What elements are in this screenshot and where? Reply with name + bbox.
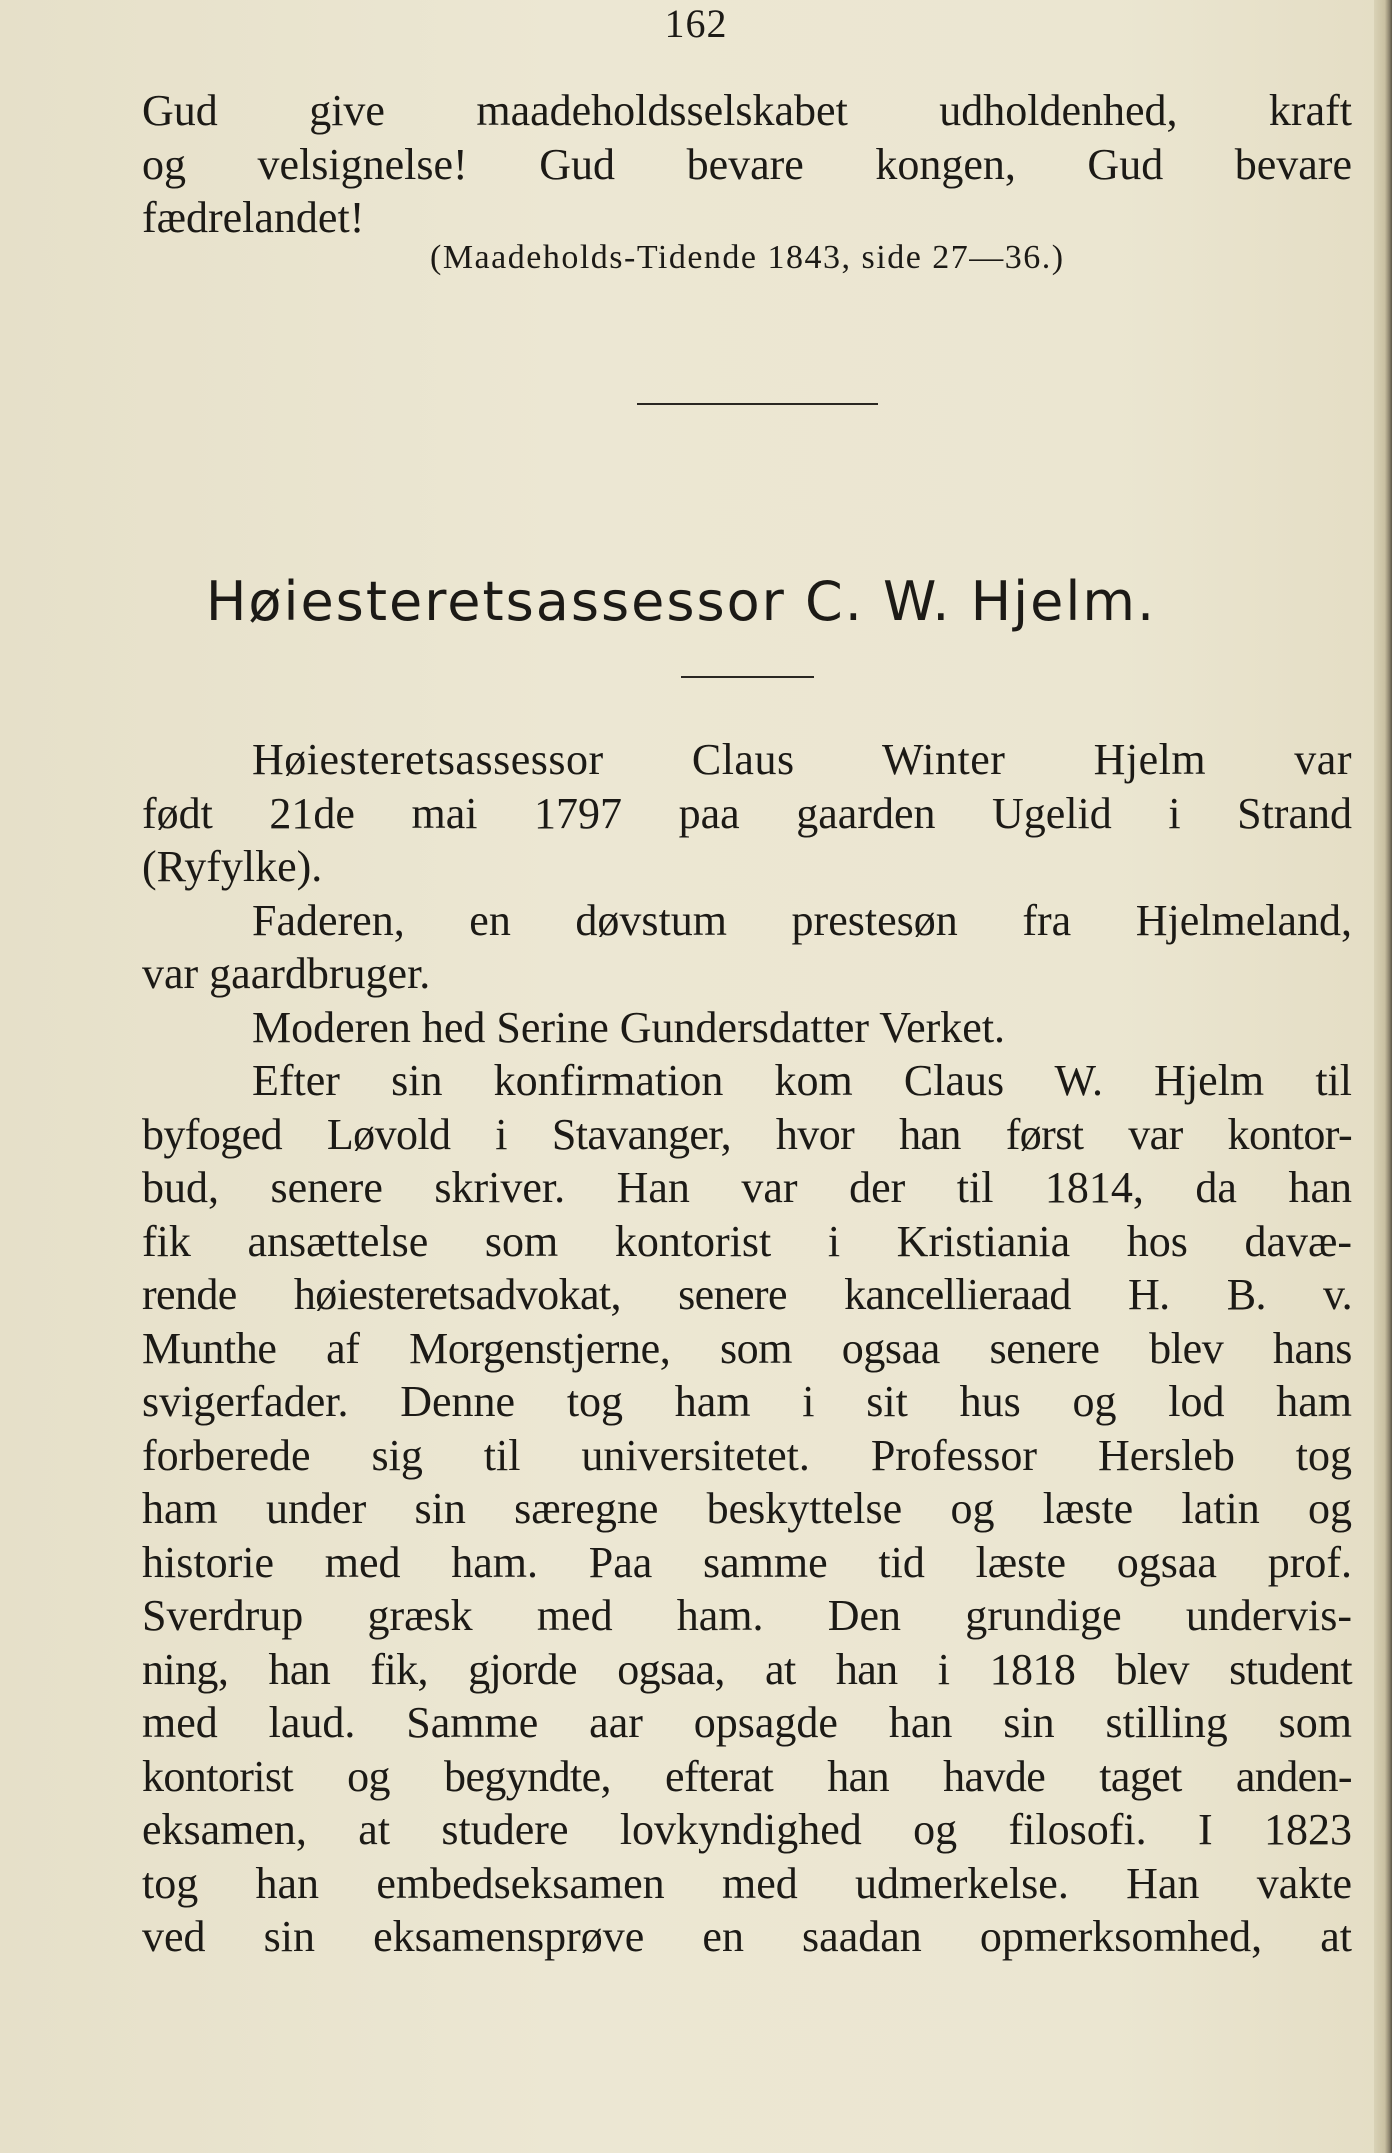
body-line: historie med ham. Paa samme tid læste ogsaa prof. xyxy=(142,1537,1352,1587)
body-line: Faderen, en døvstum prestesøn fra Hjelmeland, xyxy=(252,895,1352,945)
body-line: født 21de mai 1797 paa gaarden Ugelid i Strand xyxy=(142,788,1352,838)
section-divider xyxy=(637,403,878,405)
body-line: Sverdrup græsk med ham. Den grundige undervis- xyxy=(142,1591,1352,1640)
body-line: Efter sin konfirmation kom Claus W. Hjelm til xyxy=(252,1056,1352,1105)
body-line: med laud. Samme aar opsagde han sin stilling som xyxy=(142,1698,1352,1747)
body-line: ved sin eksamensprøve en saadan opmerksomhed, at xyxy=(142,1912,1352,1961)
page-edge xyxy=(1374,0,1392,2153)
body-line: rende høiesteretsadvokat, senere kancellieraad H. B. v. xyxy=(142,1270,1352,1319)
body-line: Moderen hed Serine Gundersdatter Verket. xyxy=(252,1002,1006,1052)
quote-line: fædrelandet! xyxy=(142,193,365,242)
article-body xyxy=(142,733,1352,1964)
body-line: bud, senere skriver. Han var der til 1814, da han xyxy=(142,1163,1352,1212)
heading-underline xyxy=(681,676,814,678)
body-line: var gaardbruger. xyxy=(142,949,431,998)
body-line: kontorist og begyndte, efterat han havde taget anden- xyxy=(142,1751,1352,1801)
body-line: eksamen, at studere lovkyndighed og filosofi. I 1823 xyxy=(142,1805,1352,1854)
source-citation: (Maadeholds-Tidende 1843, side 27—36.) xyxy=(430,239,1065,276)
quote-line: og velsignelse! Gud bevare kongen, Gud bevare xyxy=(142,139,1352,189)
body-line: Munthe af Morgenstjerne, som ogsaa senere blev hans xyxy=(142,1323,1352,1373)
body-line: fik ansættelse som kontorist i Kristiania hos davæ- xyxy=(142,1216,1352,1266)
body-line: forberede sig til universitetet. Professor Hersleb tog xyxy=(142,1430,1352,1480)
body-line: byfoged Løvold i Stavanger, hvor han først var kontor- xyxy=(142,1109,1352,1159)
body-line: ning, han fik, gjorde ogsaa, at han i 1818 blev student xyxy=(142,1644,1352,1694)
body-line: (Ryfylke). xyxy=(142,842,323,891)
quote-line: Gud give maadeholdsselskabet udholdenhed, kraft xyxy=(142,86,1352,135)
quote-paragraph xyxy=(142,84,1352,245)
article-heading: Høiesteretsassessor C. W. Hjelm. xyxy=(205,570,1157,633)
body-line: ham under sin særegne beskyttelse og læste latin og xyxy=(142,1484,1352,1533)
body-line: svigerfader. Denne tog ham i sit hus og lod ham xyxy=(142,1377,1352,1426)
page-number: 162 xyxy=(664,1,728,46)
body-line: tog han embedseksamen med udmerkelse. Han vakte xyxy=(142,1858,1352,1908)
body-line: Høiesteretsassessor Claus Winter Hjelm var xyxy=(252,735,1352,784)
